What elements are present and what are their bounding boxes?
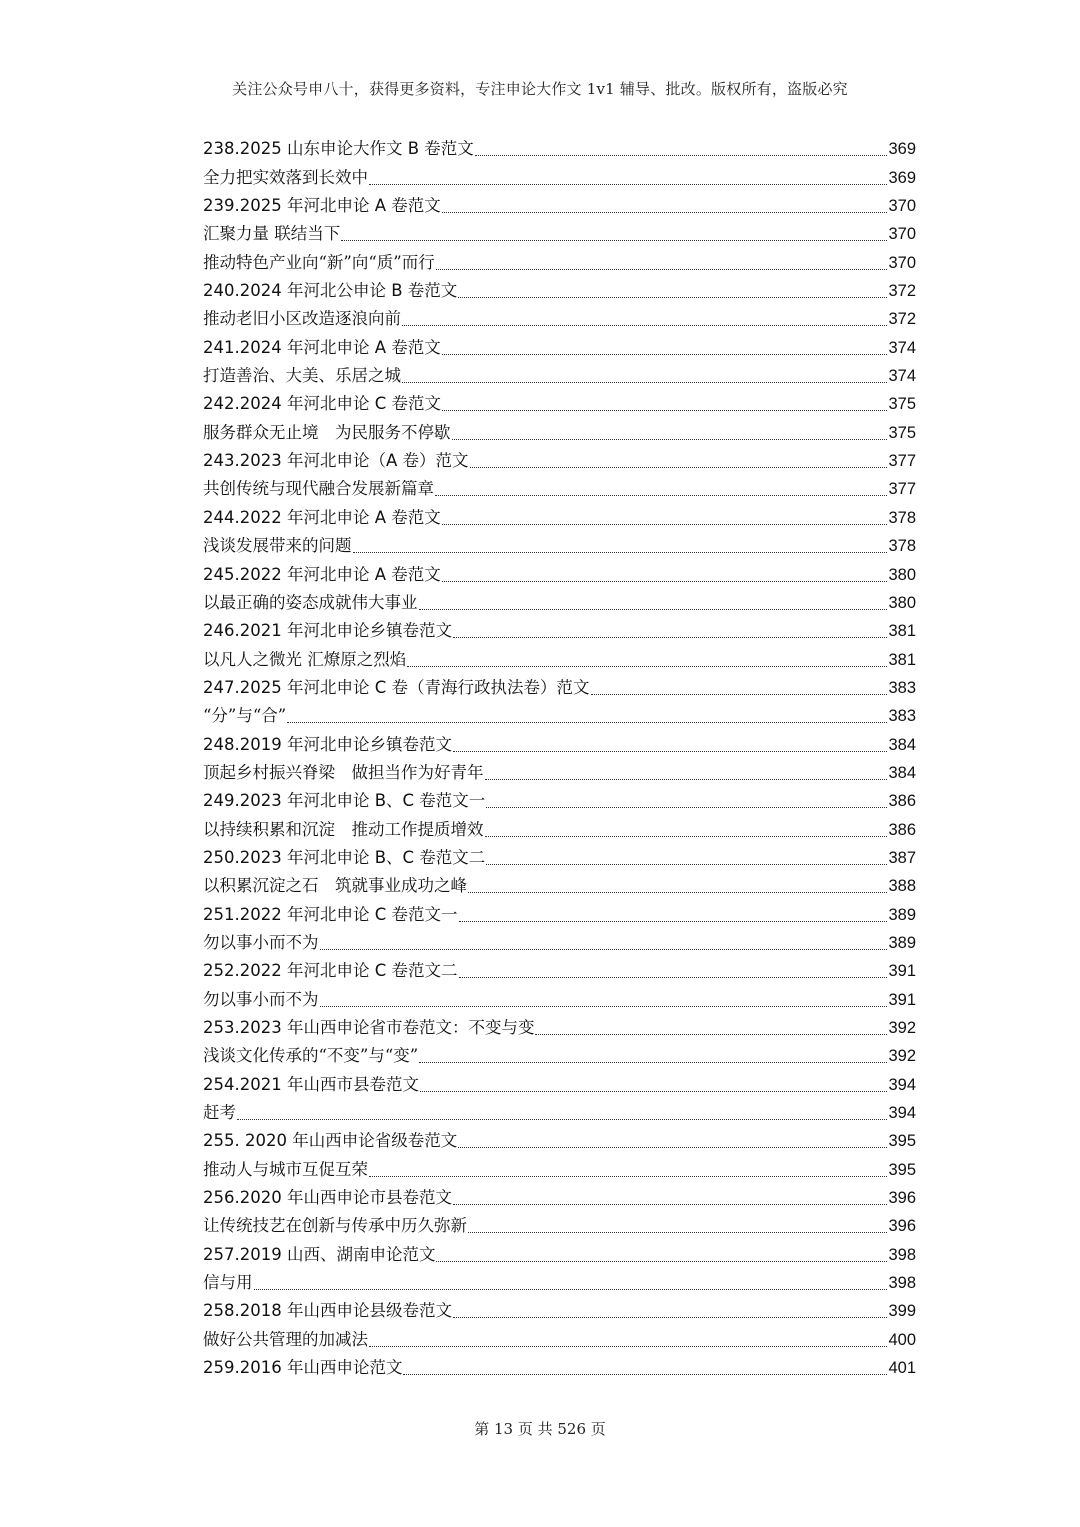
dot-leader — [237, 1118, 887, 1120]
toc-entry-title: 259.2016 年山西申论范文 — [203, 1358, 403, 1378]
dot-leader — [436, 1260, 887, 1262]
toc-entry-page-number: 381 — [888, 622, 916, 641]
dot-leader — [453, 1316, 887, 1318]
toc-entry-page-number: 398 — [888, 1274, 916, 1293]
toc-entry[interactable] — [203, 1095, 916, 1123]
toc-entry-title: “分”与“合” — [203, 706, 287, 726]
toc-entry-page-number: 396 — [888, 1189, 916, 1208]
toc-entry-title: 248.2019 年河北申论乡镇卷范文 — [203, 734, 452, 754]
toc-entry-title: 250.2023 年河北申论 B、C 卷范文二 — [203, 847, 486, 867]
toc-entry[interactable] — [203, 811, 916, 839]
toc-entry[interactable] — [203, 1180, 916, 1208]
toc-entry-title: 让传统技艺在创新与传承中历久弥新 — [203, 1216, 467, 1236]
dot-leader — [485, 835, 888, 837]
toc-entry-page-number: 391 — [888, 990, 916, 1009]
toc-entry[interactable] — [203, 301, 916, 329]
toc-entry-title: 浅谈发展带来的问题 — [203, 536, 352, 556]
toc-entry-page-number: 392 — [888, 1047, 916, 1066]
toc-entry-page-number: 394 — [888, 1075, 916, 1094]
toc-entry-title: 245.2022 年河北申论 A 卷范文 — [203, 564, 441, 584]
toc-entry[interactable] — [203, 755, 916, 783]
toc-entry[interactable] — [203, 670, 916, 698]
page-header: 关注公众号申八十，获得更多资料，专注申论大作文 1v1 辅导、批改。版权所有，盗版必究 — [232, 80, 848, 98]
dot-leader — [402, 324, 887, 326]
toc-entry-page-number: 394 — [888, 1104, 916, 1123]
dot-leader — [470, 466, 888, 468]
dot-leader — [402, 381, 887, 383]
toc-entry-title: 以积累沉淀之石 筑就事业成功之峰 — [203, 876, 467, 896]
dot-leader — [535, 1033, 887, 1035]
toc-entry-title: 241.2024 年河北申论 A 卷范文 — [203, 337, 441, 357]
dot-leader — [458, 296, 887, 298]
toc-entry-title: 共创传统与现代融合发展新篇章 — [203, 479, 434, 499]
toc-entry-page-number: 399 — [888, 1302, 916, 1321]
toc-entry-page-number: 389 — [888, 905, 916, 924]
dot-leader — [419, 608, 888, 610]
dot-leader — [486, 863, 887, 865]
toc-entry-page-number: 398 — [888, 1245, 916, 1264]
toc-entry[interactable] — [203, 556, 916, 584]
dot-leader — [442, 353, 888, 355]
toc-entry-title: 246.2021 年河北申论乡镇卷范文 — [203, 621, 452, 641]
toc-entry[interactable] — [203, 726, 916, 754]
toc-entry-page-number: 395 — [888, 1132, 916, 1151]
toc-entry-title: 238.2025 山东申论大作文 B 卷范文 — [203, 139, 474, 159]
toc-entry-page-number: 383 — [888, 707, 916, 726]
toc-entry-page-number: 370 — [888, 197, 916, 216]
toc-entry[interactable] — [203, 159, 916, 187]
toc-entry-page-number: 386 — [888, 820, 916, 839]
page-footer: 第 13 页 共 526 页 — [474, 1420, 606, 1438]
toc-entry-title: 信与用 — [203, 1273, 253, 1293]
toc-entry-title: 255. 2020 年山西申论省级卷范文 — [203, 1131, 458, 1151]
dot-leader — [485, 778, 888, 780]
toc-entry[interactable] — [203, 244, 916, 272]
toc-entry-title: 打造善治、大美、乐居之城 — [203, 366, 401, 386]
toc-entry-page-number: 384 — [888, 735, 916, 754]
toc-entry[interactable] — [203, 216, 916, 244]
toc-entry-title: 242.2024 年河北申论 C 卷范文 — [203, 394, 441, 414]
dot-leader — [453, 636, 887, 638]
dot-leader — [453, 1203, 887, 1205]
toc-entry-title: 以凡人之微光 汇燎原之烈焰 — [203, 649, 407, 669]
dot-leader — [452, 438, 888, 440]
toc-entry[interactable] — [203, 443, 916, 471]
dot-leader — [442, 409, 887, 411]
toc-entry[interactable] — [203, 585, 916, 613]
toc-entry[interactable] — [203, 1038, 916, 1066]
toc-entry-page-number: 378 — [888, 508, 916, 527]
toc-entry-title: 251.2022 年河北申论 C 卷范文一 — [203, 904, 458, 924]
toc-entry-page-number: 396 — [888, 1217, 916, 1236]
dot-leader — [419, 1061, 887, 1063]
toc-entry-title: 做好公共管理的加减法 — [203, 1329, 368, 1349]
dot-leader — [254, 1288, 888, 1290]
dot-leader — [369, 1175, 887, 1177]
toc-entry-page-number: 381 — [888, 650, 916, 669]
toc-entry[interactable] — [203, 868, 916, 896]
toc-entry-title: 258.2018 年山西申论县级卷范文 — [203, 1301, 452, 1321]
toc-entry[interactable] — [203, 981, 916, 1009]
toc-entry-page-number: 372 — [888, 310, 916, 329]
toc-entry-title: 244.2022 年河北申论 A 卷范文 — [203, 507, 441, 527]
toc-entry[interactable] — [203, 896, 916, 924]
dot-leader — [459, 920, 888, 922]
toc-entry-title: 257.2019 山西、湖南申论范文 — [203, 1244, 436, 1264]
toc-entry[interactable] — [203, 499, 916, 527]
toc-entry-title: 254.2021 年山西市县卷范文 — [203, 1074, 419, 1094]
toc-entry-page-number: 378 — [888, 537, 916, 556]
toc-entry[interactable] — [203, 471, 916, 499]
toc-entry[interactable] — [203, 358, 916, 386]
toc-entry-title: 252.2022 年河北申论 C 卷范文二 — [203, 961, 458, 981]
dot-leader — [353, 551, 888, 553]
toc-entry[interactable] — [203, 329, 916, 357]
dot-leader — [453, 750, 887, 752]
toc-entry-title: 以持续积累和沉淀 推动工作提质增效 — [203, 819, 484, 839]
toc-entry-page-number: 383 — [888, 678, 916, 697]
dot-leader — [341, 239, 887, 241]
toc-entry[interactable] — [203, 641, 916, 669]
toc-entry-page-number: 375 — [888, 423, 916, 442]
toc-entry[interactable] — [203, 840, 916, 868]
toc-entry-page-number: 370 — [888, 225, 916, 244]
toc-entry-page-number: 374 — [888, 338, 916, 357]
toc-entry-title: 推动特色产业向“新”向“质”而行 — [203, 252, 435, 272]
dot-leader — [436, 268, 888, 270]
toc-entry[interactable] — [203, 1321, 916, 1349]
toc-entry-page-number: 395 — [888, 1160, 916, 1179]
toc-entry-page-number: 386 — [888, 792, 916, 811]
toc-entry-title: 勿以事小而不为 — [203, 932, 319, 952]
dot-leader — [403, 1373, 887, 1375]
dot-leader — [459, 976, 888, 978]
toc-entry[interactable] — [203, 1293, 916, 1321]
toc-entry-title: 239.2025 年河北申论 A 卷范文 — [203, 196, 441, 216]
toc-entry[interactable] — [203, 613, 916, 641]
toc-entry[interactable] — [203, 1151, 916, 1179]
toc-entry-page-number: 387 — [888, 848, 916, 867]
table-of-contents — [203, 131, 916, 1378]
toc-entry[interactable] — [203, 1265, 916, 1293]
toc-entry[interactable] — [203, 131, 916, 159]
toc-entry[interactable] — [203, 1066, 916, 1094]
toc-entry-title: 顶起乡村振兴脊梁 做担当作为好青年 — [203, 762, 484, 782]
toc-entry[interactable] — [203, 386, 916, 414]
dot-leader — [320, 948, 888, 950]
toc-entry[interactable] — [203, 783, 916, 811]
toc-entry-page-number: 372 — [888, 282, 916, 301]
toc-entry-page-number: 384 — [888, 763, 916, 782]
dot-leader — [468, 891, 887, 893]
dot-leader — [369, 183, 887, 185]
toc-entry-title: 243.2023 年河北申论（A 卷）范文 — [203, 451, 469, 471]
dot-leader — [468, 1231, 887, 1233]
dot-leader — [407, 665, 887, 667]
toc-entry-title: 汇聚力量 联结当下 — [203, 224, 341, 244]
toc-entry-page-number: 388 — [888, 877, 916, 896]
dot-leader — [442, 211, 888, 213]
toc-entry-title: 247.2025 年河北申论 C 卷（青海行政执法卷）范文 — [203, 677, 590, 697]
toc-entry[interactable] — [203, 1236, 916, 1264]
toc-entry[interactable] — [203, 953, 916, 981]
toc-entry-title: 推动老旧小区改造逐浪向前 — [203, 309, 401, 329]
toc-entry[interactable] — [203, 925, 916, 953]
toc-entry[interactable] — [203, 1010, 916, 1038]
toc-entry-page-number: 392 — [888, 1019, 916, 1037]
toc-entry-page-number: 380 — [888, 565, 916, 584]
toc-entry-title: 以最正确的姿态成就伟大事业 — [203, 592, 418, 612]
toc-entry-title: 256.2020 年山西申论市县卷范文 — [203, 1188, 452, 1208]
toc-entry[interactable] — [203, 1208, 916, 1236]
toc-entry-title: 勿以事小而不为 — [203, 989, 319, 1009]
toc-entry-page-number: 389 — [888, 933, 916, 952]
dot-leader — [320, 1005, 888, 1007]
toc-entry-page-number: 377 — [888, 480, 916, 499]
toc-entry-title: 浅谈文化传承的“不变”与“变” — [203, 1046, 419, 1066]
dot-leader — [420, 1090, 887, 1092]
toc-entry[interactable] — [203, 273, 916, 301]
dot-leader — [475, 154, 888, 156]
toc-entry-title: 240.2024 年河北公申论 B 卷范文 — [203, 281, 458, 301]
toc-entry-page-number: 380 — [888, 593, 916, 612]
toc-entry[interactable] — [203, 1123, 916, 1151]
toc-entry[interactable] — [203, 1350, 916, 1378]
dot-leader — [287, 721, 887, 723]
toc-entry-title: 253.2023 年山西申论省市卷范文：不变与变 — [203, 1018, 535, 1037]
toc-entry-page-number: 391 — [888, 962, 916, 981]
toc-entry-title: 全力把实效落到长效中 — [203, 167, 368, 187]
toc-entry-page-number: 369 — [888, 168, 916, 187]
toc-entry[interactable] — [203, 188, 916, 216]
toc-entry-page-number: 375 — [888, 395, 916, 414]
toc-entry-page-number: 374 — [888, 367, 916, 386]
dot-leader — [591, 693, 888, 695]
dot-leader — [442, 580, 888, 582]
dot-leader — [442, 523, 888, 525]
toc-entry-title: 赶考 — [203, 1103, 236, 1123]
toc-entry[interactable] — [203, 414, 916, 442]
toc-entry-page-number: 401 — [888, 1359, 916, 1378]
toc-entry[interactable] — [203, 698, 916, 726]
toc-entry-page-number: 377 — [888, 452, 916, 471]
toc-entry-page-number: 400 — [888, 1330, 916, 1349]
toc-entry-title: 推动人与城市互促互荣 — [203, 1159, 368, 1179]
toc-entry-page-number: 370 — [888, 253, 916, 272]
toc-entry-page-number: 369 — [888, 140, 916, 159]
dot-leader — [435, 494, 887, 496]
dot-leader — [369, 1345, 887, 1347]
dot-leader — [458, 1146, 887, 1148]
dot-leader — [486, 806, 887, 808]
toc-entry[interactable] — [203, 528, 916, 556]
toc-entry-title: 服务群众无止境 为民服务不停歇 — [203, 422, 451, 442]
toc-entry-title: 249.2023 年河北申论 B、C 卷范文一 — [203, 791, 486, 811]
